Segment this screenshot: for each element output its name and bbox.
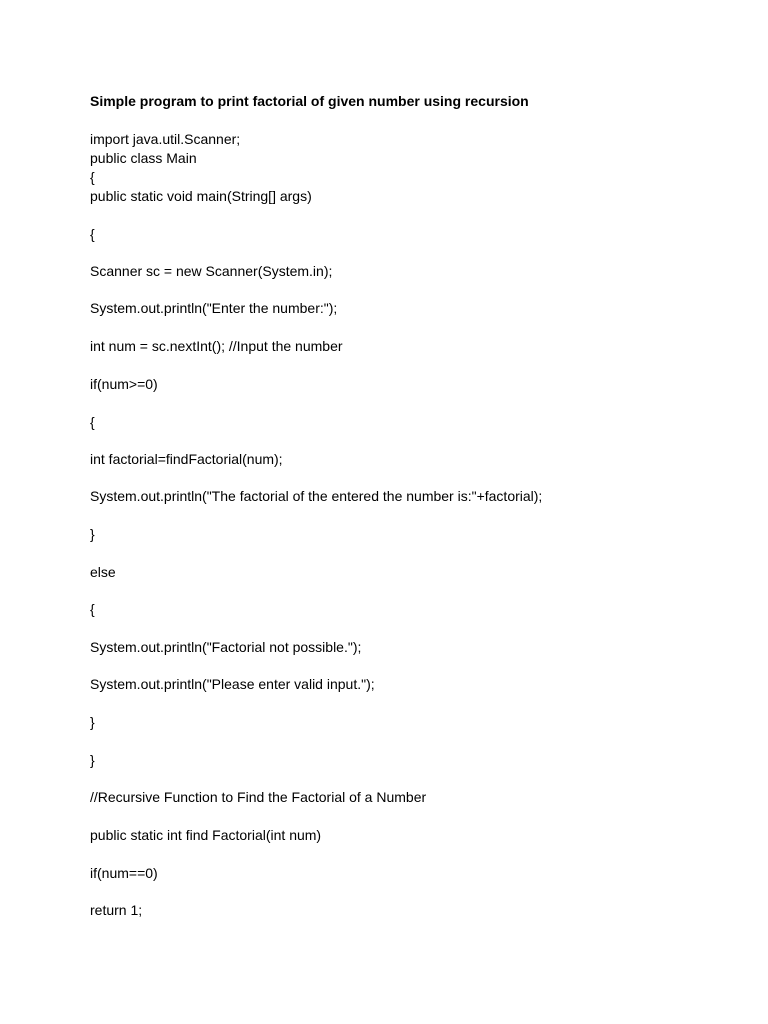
- code-line: else: [90, 564, 116, 580]
- code-line: if(num>=0): [90, 376, 158, 392]
- code-line: return 1;: [90, 902, 143, 918]
- document-title: Simple program to print factorial of given number using recursion: [90, 93, 529, 109]
- code-line: Scanner sc = new Scanner(System.in);: [90, 263, 333, 279]
- code-line: //Recursive Function to Find the Factorial of a Number: [90, 789, 427, 805]
- code-line: import java.util.Scanner;: [90, 131, 241, 147]
- code-line: System.out.println("Enter the number:");: [90, 300, 338, 316]
- code-line: {: [90, 226, 95, 242]
- code-line: public static void main(String[] args): [90, 188, 312, 204]
- code-line: if(num==0): [90, 865, 158, 881]
- code-line: }: [90, 526, 95, 542]
- code-line: }: [90, 752, 95, 768]
- code-line: {: [90, 601, 95, 617]
- code-line: public static int find Factorial(int num): [90, 827, 322, 843]
- code-line: System.out.println("Please enter valid input.");: [90, 676, 375, 692]
- code-line: public class Main: [90, 150, 197, 166]
- code-line: {: [90, 414, 95, 430]
- code-line: }: [90, 714, 95, 730]
- code-line: {: [90, 169, 95, 185]
- code-line: int num = sc.nextInt(); //Input the number: [90, 338, 343, 354]
- code-line: System.out.println("Factorial not possible.");: [90, 639, 362, 655]
- code-line: System.out.println("The factorial of the entered the number is:"+factorial);: [90, 488, 543, 504]
- code-line: int factorial=findFactorial(num);: [90, 451, 283, 467]
